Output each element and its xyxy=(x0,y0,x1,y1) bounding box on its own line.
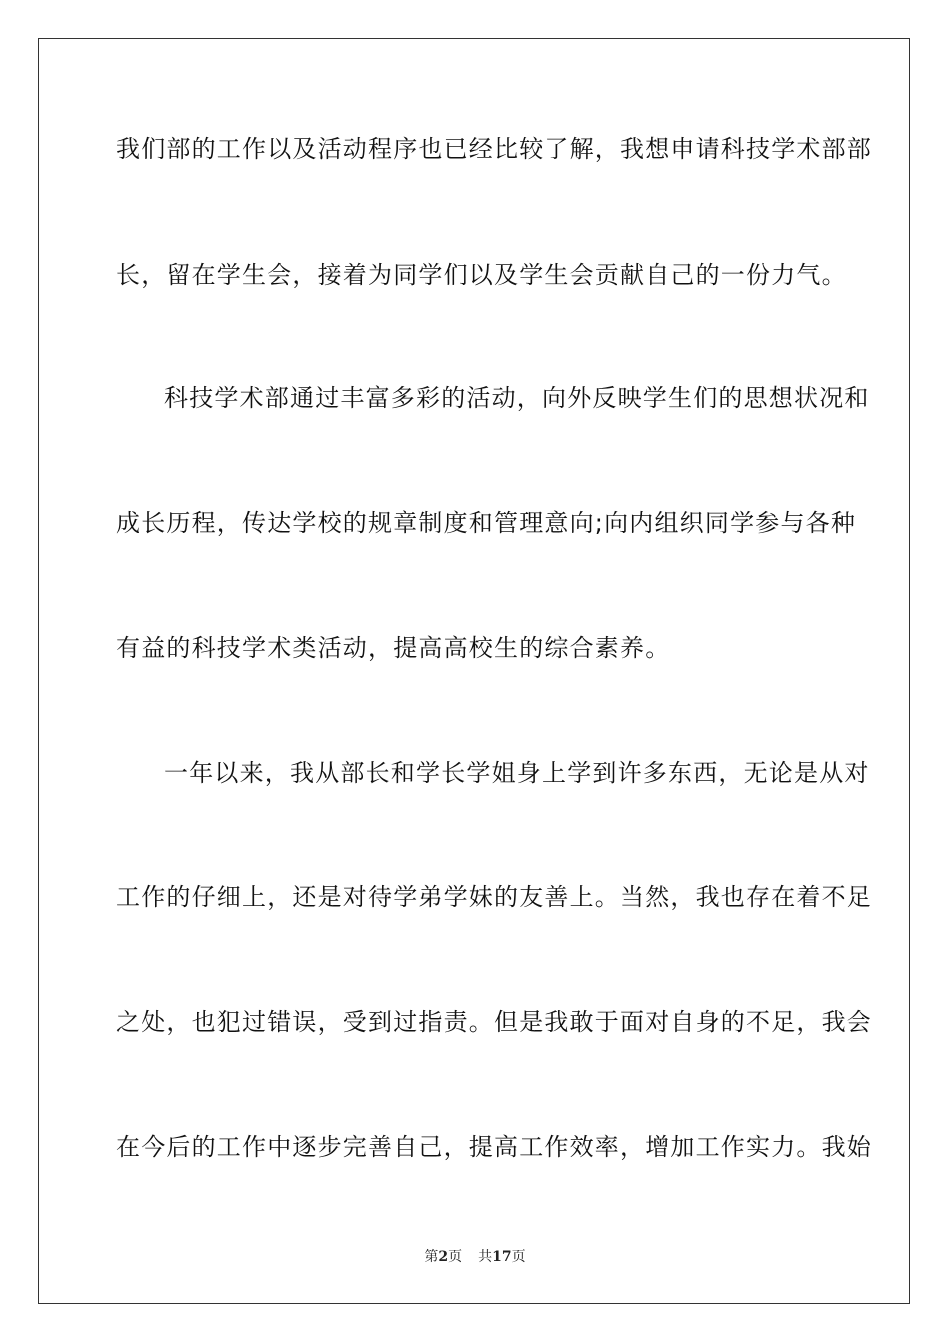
text-line-6: 一年以来，我从部长和学长学姐身上学到许多东西，无论是从对 xyxy=(164,759,870,787)
page-prefix: 第 xyxy=(424,1249,439,1265)
text-line-5: 有益的科技学术类活动，提高高校生的综合素养。 xyxy=(116,634,671,662)
page-footer xyxy=(0,1247,950,1267)
text-line-2: 长，留在学生会，接着为同学们以及学生会贡献自己的一份力气。 xyxy=(116,261,847,289)
page-number: 2 xyxy=(438,1249,449,1265)
text-line-1: 我们部的工作以及活动程序也已经比较了解，我想申请科技学术部部 xyxy=(116,135,872,163)
text-line-8: 之处，也犯过错误，受到过指责。但是我敢于面对自身的不足，我会 xyxy=(116,1008,872,1036)
page-border xyxy=(38,38,910,1304)
total-pages: 17 xyxy=(492,1249,512,1265)
text-line-7: 工作的仔细上，还是对待学弟学妹的友善上。当然，我也存在着不足 xyxy=(116,883,872,911)
total-suffix: 页 xyxy=(511,1249,526,1265)
page-suffix: 页 xyxy=(448,1249,463,1265)
text-line-3: 科技学术部通过丰富多彩的活动，向外反映学生们的思想状况和 xyxy=(164,384,870,412)
text-line-9: 在今后的工作中逐步完善自己，提高工作效率，增加工作实力。我始 xyxy=(116,1133,872,1161)
text-line-4: 成长历程，传达学校的规章制度和管理意向;向内组织同学参与各种 xyxy=(116,509,857,537)
total-prefix: 共 xyxy=(478,1249,493,1265)
